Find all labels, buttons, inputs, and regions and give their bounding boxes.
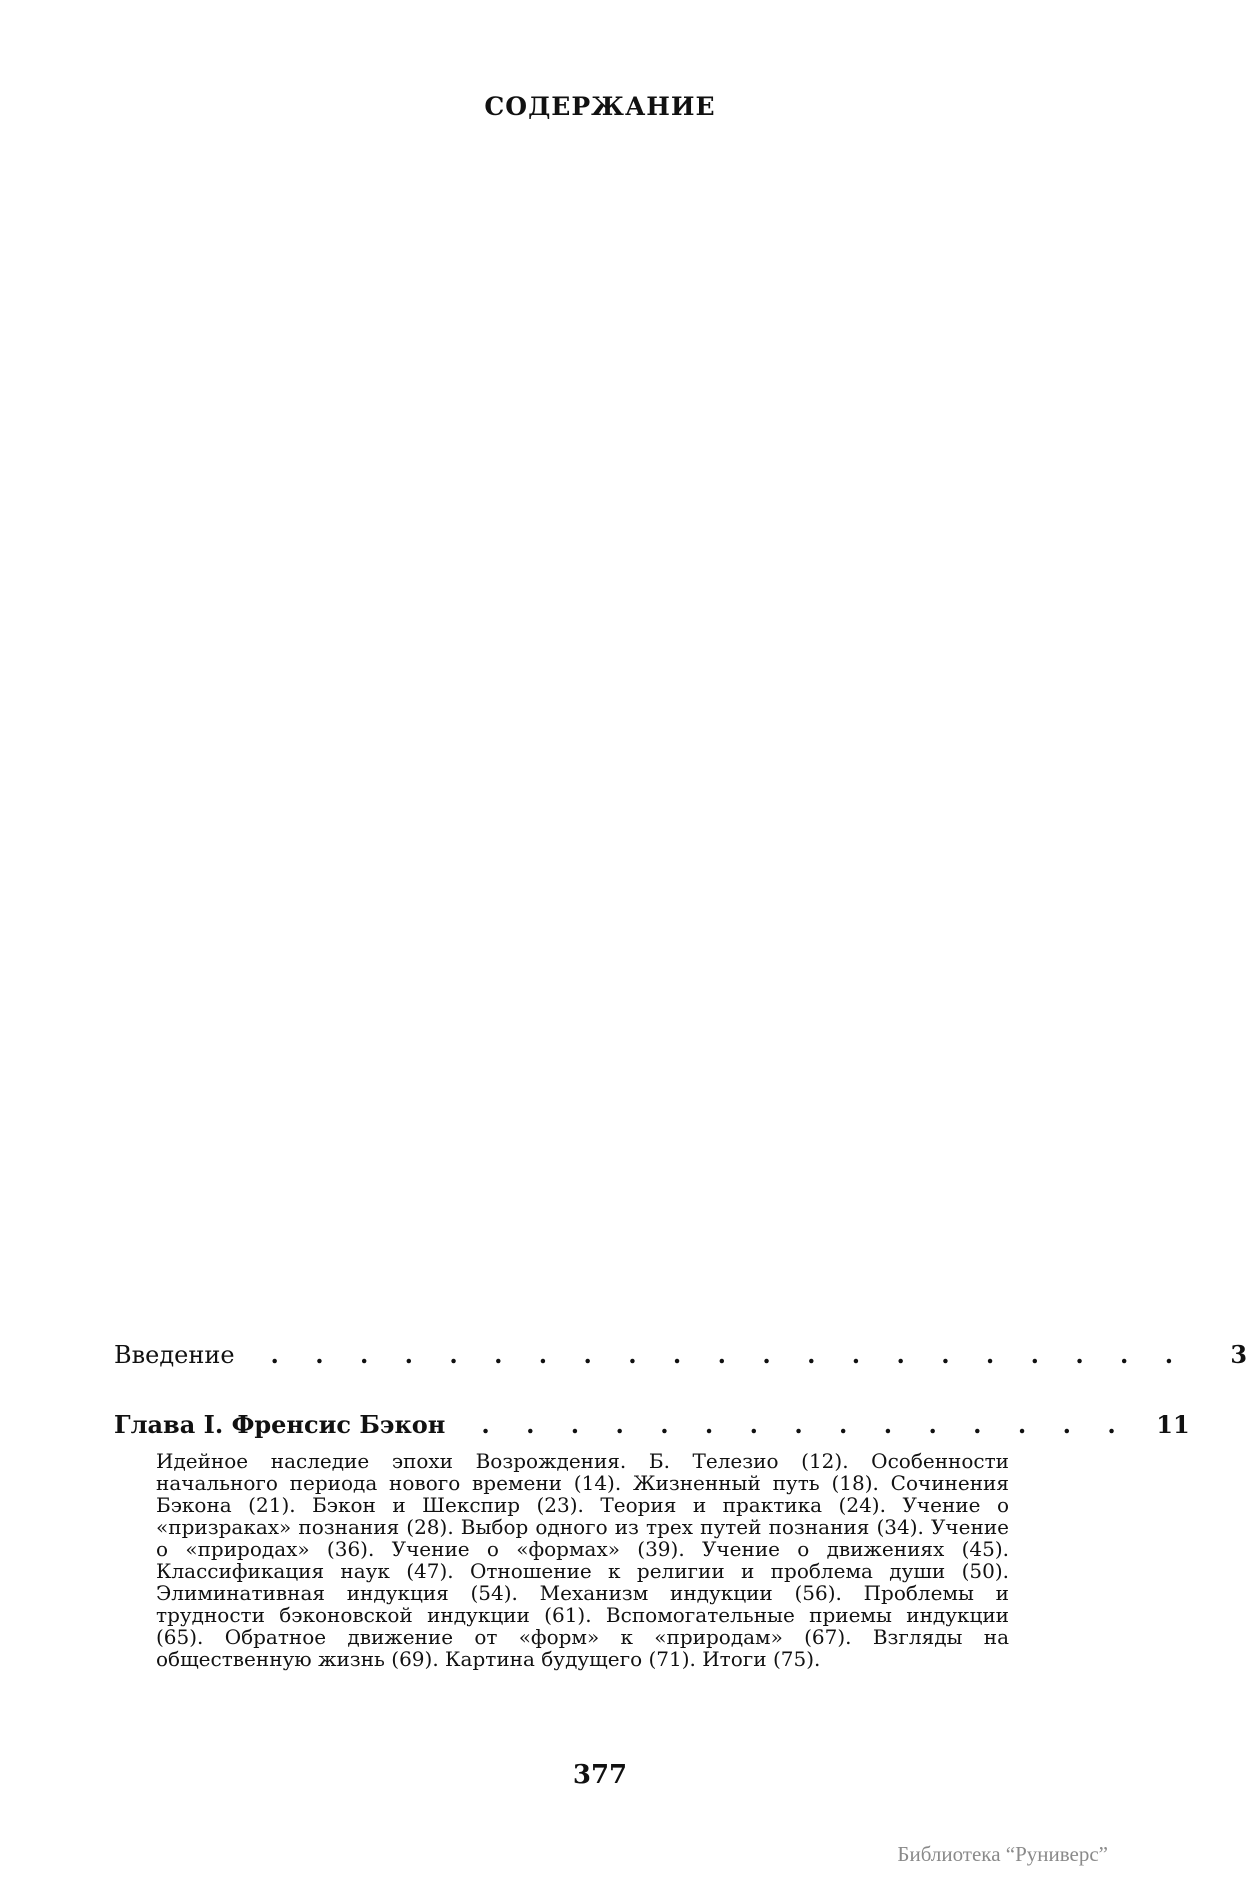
toc-entry-page: 3 [1230,1340,1247,1369]
toc-entry-introduction[interactable] [114,1338,1247,1372]
page-title: СОДЕРЖАНИЕ [484,92,716,121]
library-watermark: Библиотека “Руниверс” [897,1842,1108,1866]
toc-dot-leader: . . . . . . . . . . . . . . . [481,1410,1130,1439]
toc-entry-chapter-1 [114,1408,1190,1671]
toc-entry-label: Глава I. Френсис Бэкон [114,1410,446,1439]
toc-dot-leader: . . . . . . . . . . . . . . . . . . . . . [270,1340,1188,1369]
toc-entry-label: Введение [114,1341,235,1369]
page-number: 377 [572,1760,628,1790]
table-of-contents [114,1338,1247,1671]
toc-chapter-heading[interactable] [114,1408,1190,1442]
toc-entry-page: 11 [1156,1410,1190,1439]
chapter-description: Идейное наследие эпохи Возрождения. Б. Телезио (12). Особенности начального периода нового времени (14). Жизненный путь (18). Сочинения Бэкона (21). Бэкон и Шекспир (23). Теория и практика (24). Учение о «призраках» познания (28). Выбор одного из трех путей познания (34). Учение о «природах» (36). Учение о «формах» (39). Учение о движениях (45). Классификация наук (47). Отношение к религии и проблема души (50). Элиминативная индукция (54). Механизм индукции (56). Проблемы и трудности бэконовской индукции (61). Вспомогательные приемы индукции (65). Обратное движение от «форм» к «природам» (67). Взгляды на общественную жизнь (69). Картина будущего (71). Итоги (75). [156,1449,1009,1671]
